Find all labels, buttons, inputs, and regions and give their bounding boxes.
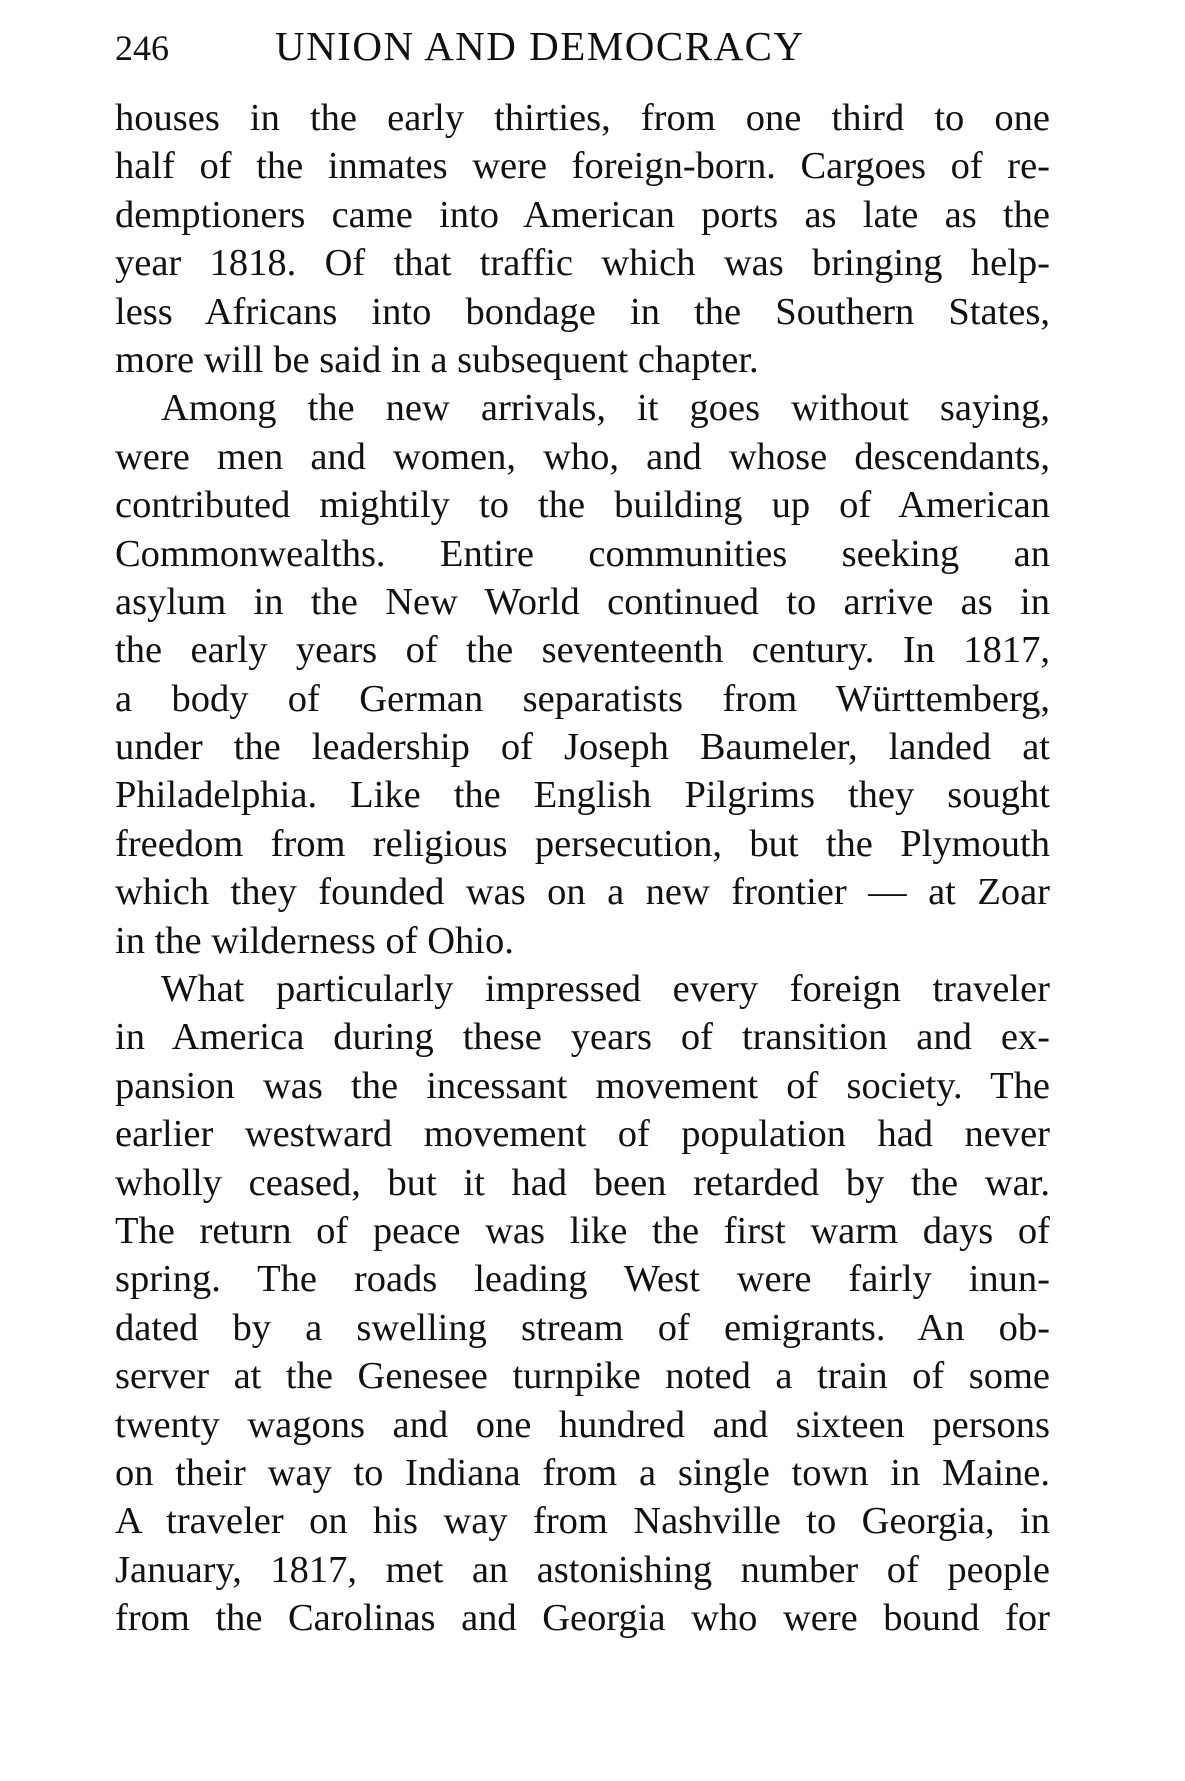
text-line: spring. The roads leading West were fairly inun- xyxy=(115,1258,1050,1301)
text-line: the early years of the seventeenth century. In 1817, xyxy=(115,629,1050,672)
text-line: more will be said in a subsequent chapter. xyxy=(115,338,759,381)
text-line: asylum in the New World continued to arrive as in xyxy=(115,580,1050,623)
text-line: in America during these years of transition and ex- xyxy=(115,1016,1050,1059)
text-line: under the leadership of Joseph Baumeler, landed at xyxy=(115,726,1050,769)
text-line: freedom from religious persecution, but the Plymouth xyxy=(115,822,1050,865)
text-line: Among the new arrivals, it goes without saying, xyxy=(161,387,1050,430)
paragraph-2 xyxy=(115,384,1050,965)
book-page xyxy=(115,22,1050,1643)
text-line: What particularly impressed every foreign traveler xyxy=(161,968,1050,1011)
text-line: dated by a swelling stream of emigrants. An ob- xyxy=(115,1306,1050,1349)
text-line: January, 1817, met an astonishing number of people xyxy=(115,1548,1050,1591)
text-line: were men and women, who, and whose descendants, xyxy=(115,435,1050,478)
text-line: year 1818. Of that traffic which was bringing help- xyxy=(115,242,1050,285)
text-line: Commonwealths. Entire communities seeking an xyxy=(115,532,1050,575)
paragraph-3 xyxy=(115,965,1050,1642)
text-line: a body of German separatists from Württemberg, xyxy=(115,677,1050,720)
text-line: in the wilderness of Ohio. xyxy=(115,919,514,962)
text-line: server at the Genesee turnpike noted a train of some xyxy=(115,1355,1050,1398)
text-line: houses in the early thirties, from one third to one xyxy=(115,97,1050,139)
text-line: contributed mightily to the building up of American xyxy=(115,484,1050,527)
page-number: 246 xyxy=(115,28,169,68)
text-line: from the Carolinas and Georgia who were bound for xyxy=(115,1597,1050,1640)
running-head xyxy=(115,22,1050,88)
text-line: The return of peace was like the first warm days of xyxy=(115,1209,1050,1252)
text-line: less Africans into bondage in the Southern States, xyxy=(115,290,1050,333)
text-line: demptioners came into American ports as late as the xyxy=(115,193,1050,236)
text-line: earlier westward movement of population had never xyxy=(115,1113,1050,1156)
text-line: A traveler on his way from Nashville to Georgia, in xyxy=(115,1500,1050,1543)
text-line: wholly ceased, but it had been retarded by the war. xyxy=(115,1161,1050,1204)
paragraph-1 xyxy=(115,94,1050,384)
text-line: which they founded was on a new frontier — at Zoar xyxy=(115,871,1050,914)
text-line: half of the inmates were foreign-born. Cargoes of re- xyxy=(115,145,1050,188)
text-line: Philadelphia. Like the English Pilgrims they sought xyxy=(115,774,1050,817)
body-text xyxy=(115,94,1050,1643)
running-title: UNION AND DEMOCRACY xyxy=(275,23,805,69)
text-line: pansion was the incessant movement of society. The xyxy=(115,1064,1050,1107)
text-line: twenty wagons and one hundred and sixteen persons xyxy=(115,1403,1050,1446)
text-line: on their way to Indiana from a single town in Maine. xyxy=(115,1451,1050,1494)
